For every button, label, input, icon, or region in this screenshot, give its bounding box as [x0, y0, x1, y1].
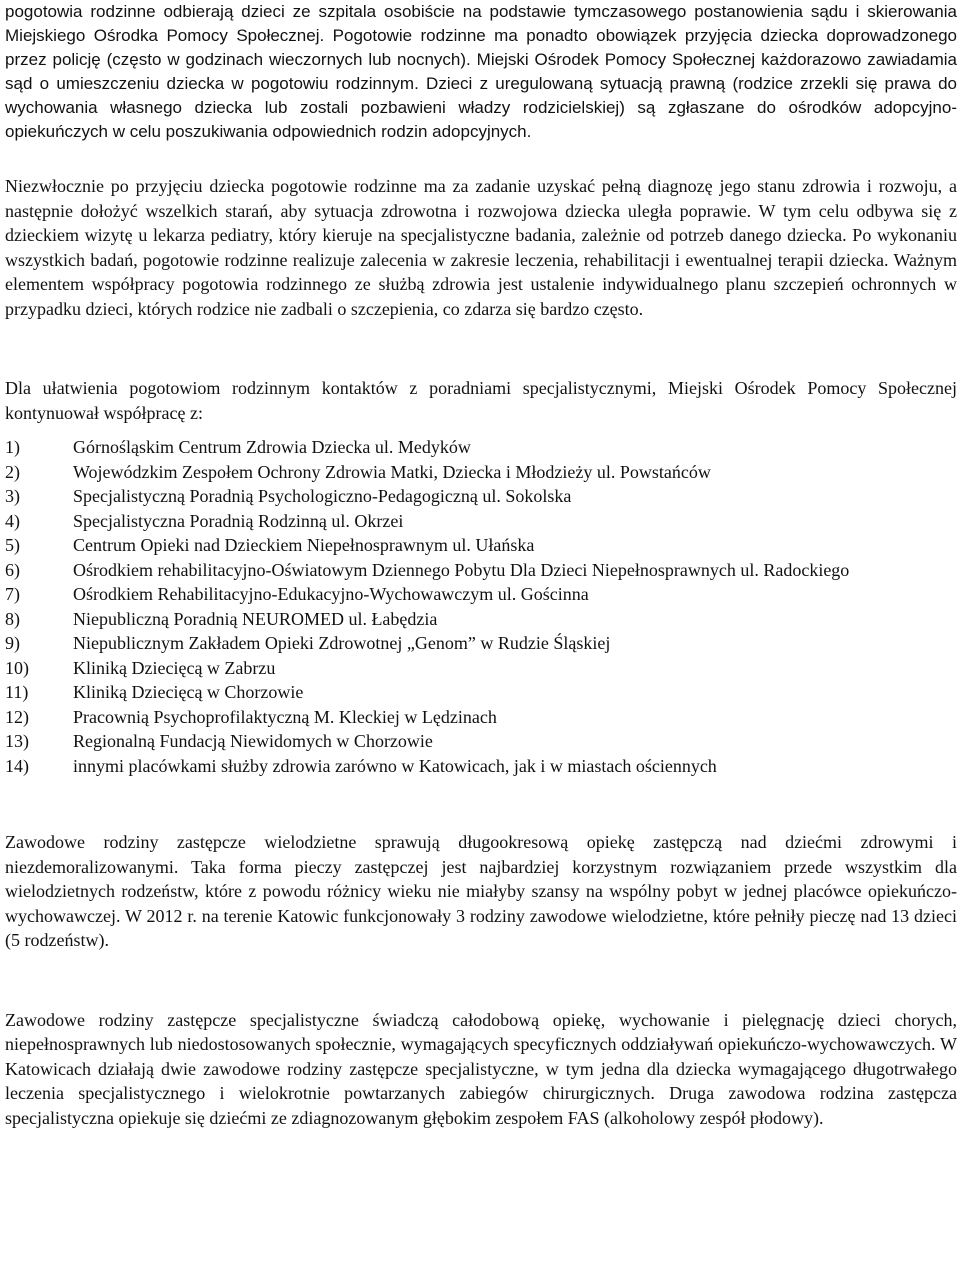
- list-item-text: Kliniką Dziecięcą w Chorzowie: [73, 682, 304, 702]
- list-item-number: 5): [5, 535, 20, 555]
- list-item-number: 2): [5, 461, 20, 482]
- list-item-text: Niepublicznym Zakładem Opieki Zdrowotnej „Genom” w Rudzie Śląskiej: [73, 633, 611, 653]
- list-item-text: Wojewódzkim Zespołem Ochrony Zdrowia Matki, Dziecka i Młodzieży ul. Powstańców: [73, 461, 711, 482]
- paragraph-health-diagnosis: Niezwłocznie po przyjęciu dziecka pogotowie rodzinne ma za zadanie uzyskać pełną diagnozę jego stanu zdrowia i rozwoju, a następnie dołożyć wszelkich starań, aby sytuacja zdrowotna i rozwojowa dziecka uległa poprawie. W tym celu odbywa się z dzieckiem wizytę u lekarza pediatry, który kieruje na specjalistyczne badania, zależnie od potrzeb danego dziecka. Po wykonaniu wszystkich badań, pogotowie rodzinne realizuje zalecenia w zakresie leczenia, rehabilitacji i ewentualnej terapii dziecka. Ważnym elementem współpracy pogotowia rodzinnego ze służbą zdrowia jest ustalenie indywidualnego planu szczepień ochronnych w przypadku dzieci, których rodzice nie zadbali o szczepienia, co zdarza się bardzo często.: [5, 176, 957, 319]
- list-item-text: Niepubliczną Poradnią NEUROMED ul. Łabędzia: [73, 608, 438, 629]
- list-item-number: 1): [5, 437, 20, 457]
- list-item: [5, 582, 957, 607]
- paragraph-cooperation-intro: Dla ułatwienia pogotowiom rodzinnym kontaktów z poradniami specjalistycznymi, Miejski Ośrodek Pomocy Społecznej kontynuował współpracę z:: [5, 378, 957, 423]
- list-item-text: Pracownią Psychoprofilaktyczną M. Kleckiej w Lędzinach: [73, 706, 497, 727]
- list-item-text: Regionalną Fundacją Niewidomych w Chorzowie: [73, 731, 433, 751]
- list-item-text: innymi placówkami służby zdrowia zarówno w Katowicach, jak i w miastach ościennych: [73, 755, 717, 776]
- list-item-text: Kliniką Dziecięcą w Zabrzu: [73, 657, 276, 678]
- paragraph-multichild-families: Zawodowe rodziny zastępcze wielodzietne sprawują długookresową opiekę zastępczą nad dziećmi zdrowymi i niezdemoralizowanymi. Taka forma pieczy zastępczej jest najbardziej korzystnym rozwiązaniem przede wszystkim dla wielodzietnych rodzeństw, które z powodu różnicy wieku nie miałyby szansy na wspólny pobyt w jednej placówce opiekuńczo-wychowawczej. W 2012 r. na terenie Katowic funkcjonowały 3 rodziny zawodowe wielodzietne, które pełniły pieczę nad 13 dzieci (5 rodzeństw).: [5, 832, 957, 950]
- list-item-text: Specjalistyczną Poradnią Psychologiczno-Pedagogiczną ul. Sokolska: [73, 486, 572, 506]
- list-item: [5, 533, 957, 558]
- paragraph-specialist-families: Zawodowe rodziny zastępcze specjalistyczne świadczą całodobową opiekę, wychowanie i pielęgnację dzieci chorych, niepełnosprawnych lub niedostosowanych społecznie, wymagających specyficznych oddziaływań opiekuńczo-wychowawczych. W Katowicach działają dwie zawodowe rodziny zastępcze specjalistyczne, w tym jedna dla dziecka wymagającego długotrwałego leczenia specjalistycznego i wielokrotnie powtarzanych zabiegów chirurgicznych. Druga zawodowa rodzina zastępcza specjalistyczna opiekuje się dziećmi ze zdiagnozowanym głębokim zespołem FAS (alkoholowy zespół płodowy).: [5, 1009, 957, 1128]
- spacer: [5, 778, 957, 830]
- list-item: [5, 558, 957, 583]
- list-item-number: 14): [5, 755, 29, 776]
- document-page: [5, 0, 957, 1130]
- list-item-number: 6): [5, 559, 20, 580]
- list-item-number: 11): [5, 682, 29, 702]
- list-item: [5, 631, 957, 656]
- spacer: [5, 321, 957, 376]
- list-item: [5, 729, 957, 754]
- list-item: [5, 656, 957, 681]
- list-item-number: 4): [5, 510, 20, 531]
- list-item: [5, 484, 957, 509]
- list-item: [5, 509, 957, 534]
- list-item-text: Centrum Opieki nad Dzieckiem Niepełnosprawnym ul. Ułańska: [73, 535, 535, 555]
- spacer: [5, 144, 957, 174]
- list-item-text: Ośrodkiem rehabilitacyjno-Oświatowym Dziennego Pobytu Dla Dzieci Niepełnosprawnych ul. Radockiego: [73, 559, 850, 580]
- list-item: [5, 680, 957, 705]
- list-item: [5, 435, 957, 460]
- list-item: [5, 607, 957, 632]
- list-item-number: 7): [5, 584, 20, 604]
- list-item-text: Górnośląskim Centrum Zdrowia Dziecka ul. Medyków: [73, 437, 471, 457]
- list-item-text: Ośrodkiem Rehabilitacyjno-Edukacyjno-Wychowawczym ul. Gościnna: [73, 584, 589, 604]
- paragraph-foster-emergency-intake: pogotowia rodzinne odbierają dzieci ze szpitala osobiście na podstawie tymczasowego postanowienia sądu i skierowania Miejskiego Ośrodka Pomocy Społecznej. Pogotowie rodzinne ma ponadto obowiązek przyjęcia dziecka doprowadzonego przez policję (często w godzinach wieczornych lub nocnych). Miejski Ośrodek Pomocy Społecznej każdorazowo zawiadamia sąd o umieszczeniu dziecka w pogotowiu rodzinnym. Dzieci z uregulowaną sytuacją prawną (rodzice zrzekli się prawa do wychowania własnego dziecka lub zostali pozbawieni władzy rodzicielskiej) są zgłaszane do ośrodków adopcyjno-opiekuńczych w celu poszukiwania odpowiednich rodzin adopcyjnych.: [5, 2, 957, 141]
- spacer: [5, 953, 957, 1008]
- list-item-number: 3): [5, 486, 20, 506]
- list-item-number: 10): [5, 657, 29, 678]
- list-item-text: Specjalistyczna Poradnią Rodzinną ul. Okrzei: [73, 510, 404, 531]
- list-item-number: 12): [5, 706, 29, 727]
- list-item-number: 9): [5, 633, 20, 653]
- list-item: [5, 460, 957, 485]
- list-item-number: 8): [5, 608, 20, 629]
- cooperation-list: [5, 435, 957, 778]
- list-item: [5, 754, 957, 779]
- list-item-number: 13): [5, 731, 29, 751]
- list-item: [5, 705, 957, 730]
